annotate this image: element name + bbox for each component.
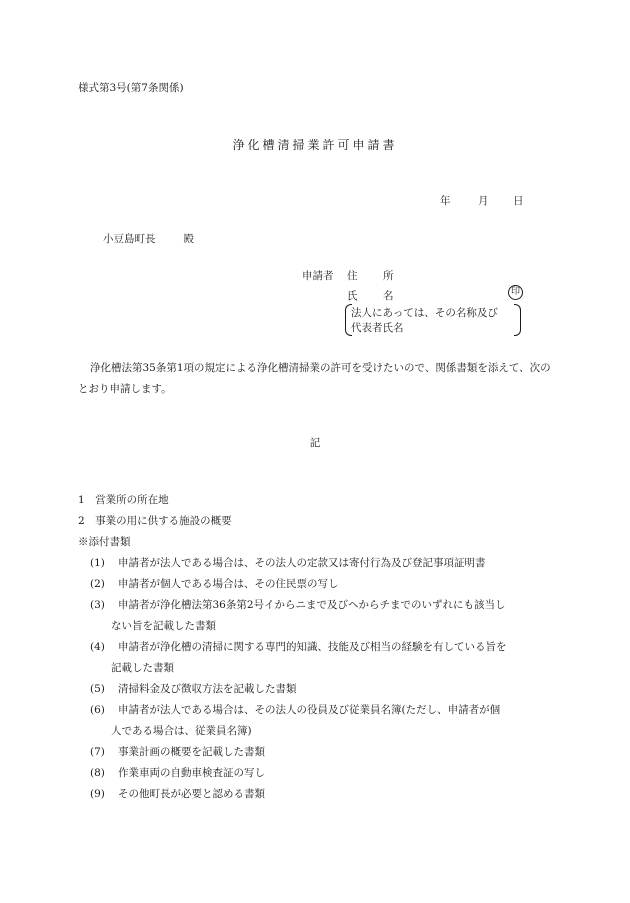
attachment-text: 申請者が法人である場合は、その法人の定款又は寄付行為及び登記事項証明書 bbox=[118, 557, 486, 569]
attachment-item bbox=[78, 742, 553, 763]
ki-heading: 記 bbox=[309, 437, 321, 449]
attachment-continuation: ない旨を記載した書類 bbox=[111, 620, 216, 632]
application-statement: 浄化槽法第35条第1項の規定による浄化槽清掃業の許可を受けたいので、関係書類を添えて、次のとおり申請します。 bbox=[78, 362, 551, 395]
attachment-continuation: 人である場合は、従業員名簿) bbox=[111, 725, 252, 737]
addressee-name: 小豆島町長 bbox=[103, 233, 156, 245]
attachment-continuation: 記載した書類 bbox=[111, 662, 174, 674]
attachment-number: (2) bbox=[90, 578, 105, 590]
attachment-number: (8) bbox=[90, 767, 105, 779]
attachment-text: 清掃料金及び徴収方法を記載した書類 bbox=[118, 683, 297, 695]
attachments-list bbox=[78, 553, 553, 805]
date-day: 日 bbox=[513, 195, 524, 207]
addressee-honorific: 殿 bbox=[183, 233, 194, 245]
date-month: 月 bbox=[478, 195, 489, 207]
addressee bbox=[103, 231, 194, 246]
attachment-text: その他町長が必要と認める書類 bbox=[118, 788, 265, 800]
attachment-number: (6) bbox=[90, 704, 105, 716]
corporate-note-line2: 代表者氏名 bbox=[351, 322, 404, 334]
attachment-number: (7) bbox=[90, 746, 105, 758]
attachment-item bbox=[78, 700, 553, 721]
list-item: 2 事業の用に供する施設の概要 bbox=[78, 515, 232, 527]
attachment-item bbox=[78, 553, 553, 574]
date-year: 年 bbox=[440, 195, 451, 207]
attachment-number: (1) bbox=[90, 557, 105, 569]
right-bracket bbox=[514, 304, 521, 336]
attachment-item bbox=[78, 637, 553, 658]
attachment-text: 申請者が個人である場合は、その住民票の写し bbox=[118, 578, 339, 590]
attachments-heading: ※添付書類 bbox=[78, 536, 131, 548]
applicant-label: 申請者 bbox=[302, 270, 334, 282]
attachment-text: 申請者が浄化槽の清掃に関する専門的知識、技能及び相当の経験を有している旨を bbox=[118, 641, 507, 653]
address-label: 住 所 bbox=[347, 270, 394, 282]
items-list bbox=[78, 490, 553, 805]
corporate-note bbox=[345, 304, 521, 334]
attachment-item bbox=[78, 679, 553, 700]
attachment-number: (9) bbox=[90, 788, 105, 800]
attachment-item bbox=[78, 574, 553, 595]
name-label: 氏 名 bbox=[347, 290, 394, 302]
attachment-text: 作業車両の自動車検査証の写し bbox=[118, 767, 265, 779]
attachment-item bbox=[78, 784, 553, 805]
list-item: 1 営業所の所在地 bbox=[78, 494, 169, 506]
corporate-note-line1: 法人にあっては、その名称及び bbox=[351, 307, 498, 319]
attachment-text: 申請者が浄化槽法第36条第2号イからニまで及びヘからチまでのいずれにも該当し bbox=[118, 599, 506, 611]
form-number: 様式第3号(第7条関係) bbox=[78, 82, 184, 94]
attachment-text: 申請者が法人である場合は、その法人の役員及び従業員名簿(ただし、申請者が個 bbox=[118, 704, 501, 716]
attachment-text: 事業計画の概要を記載した書類 bbox=[118, 746, 265, 758]
seal-mark: 印 bbox=[508, 285, 523, 300]
attachment-number: (4) bbox=[90, 641, 105, 653]
attachment-item bbox=[78, 763, 553, 784]
attachment-number: (3) bbox=[90, 599, 105, 611]
attachment-number: (5) bbox=[90, 683, 105, 695]
attachment-item bbox=[78, 595, 553, 616]
document-title: 浄化槽清掃業許可申請書 bbox=[232, 138, 398, 152]
date-line bbox=[440, 193, 524, 208]
